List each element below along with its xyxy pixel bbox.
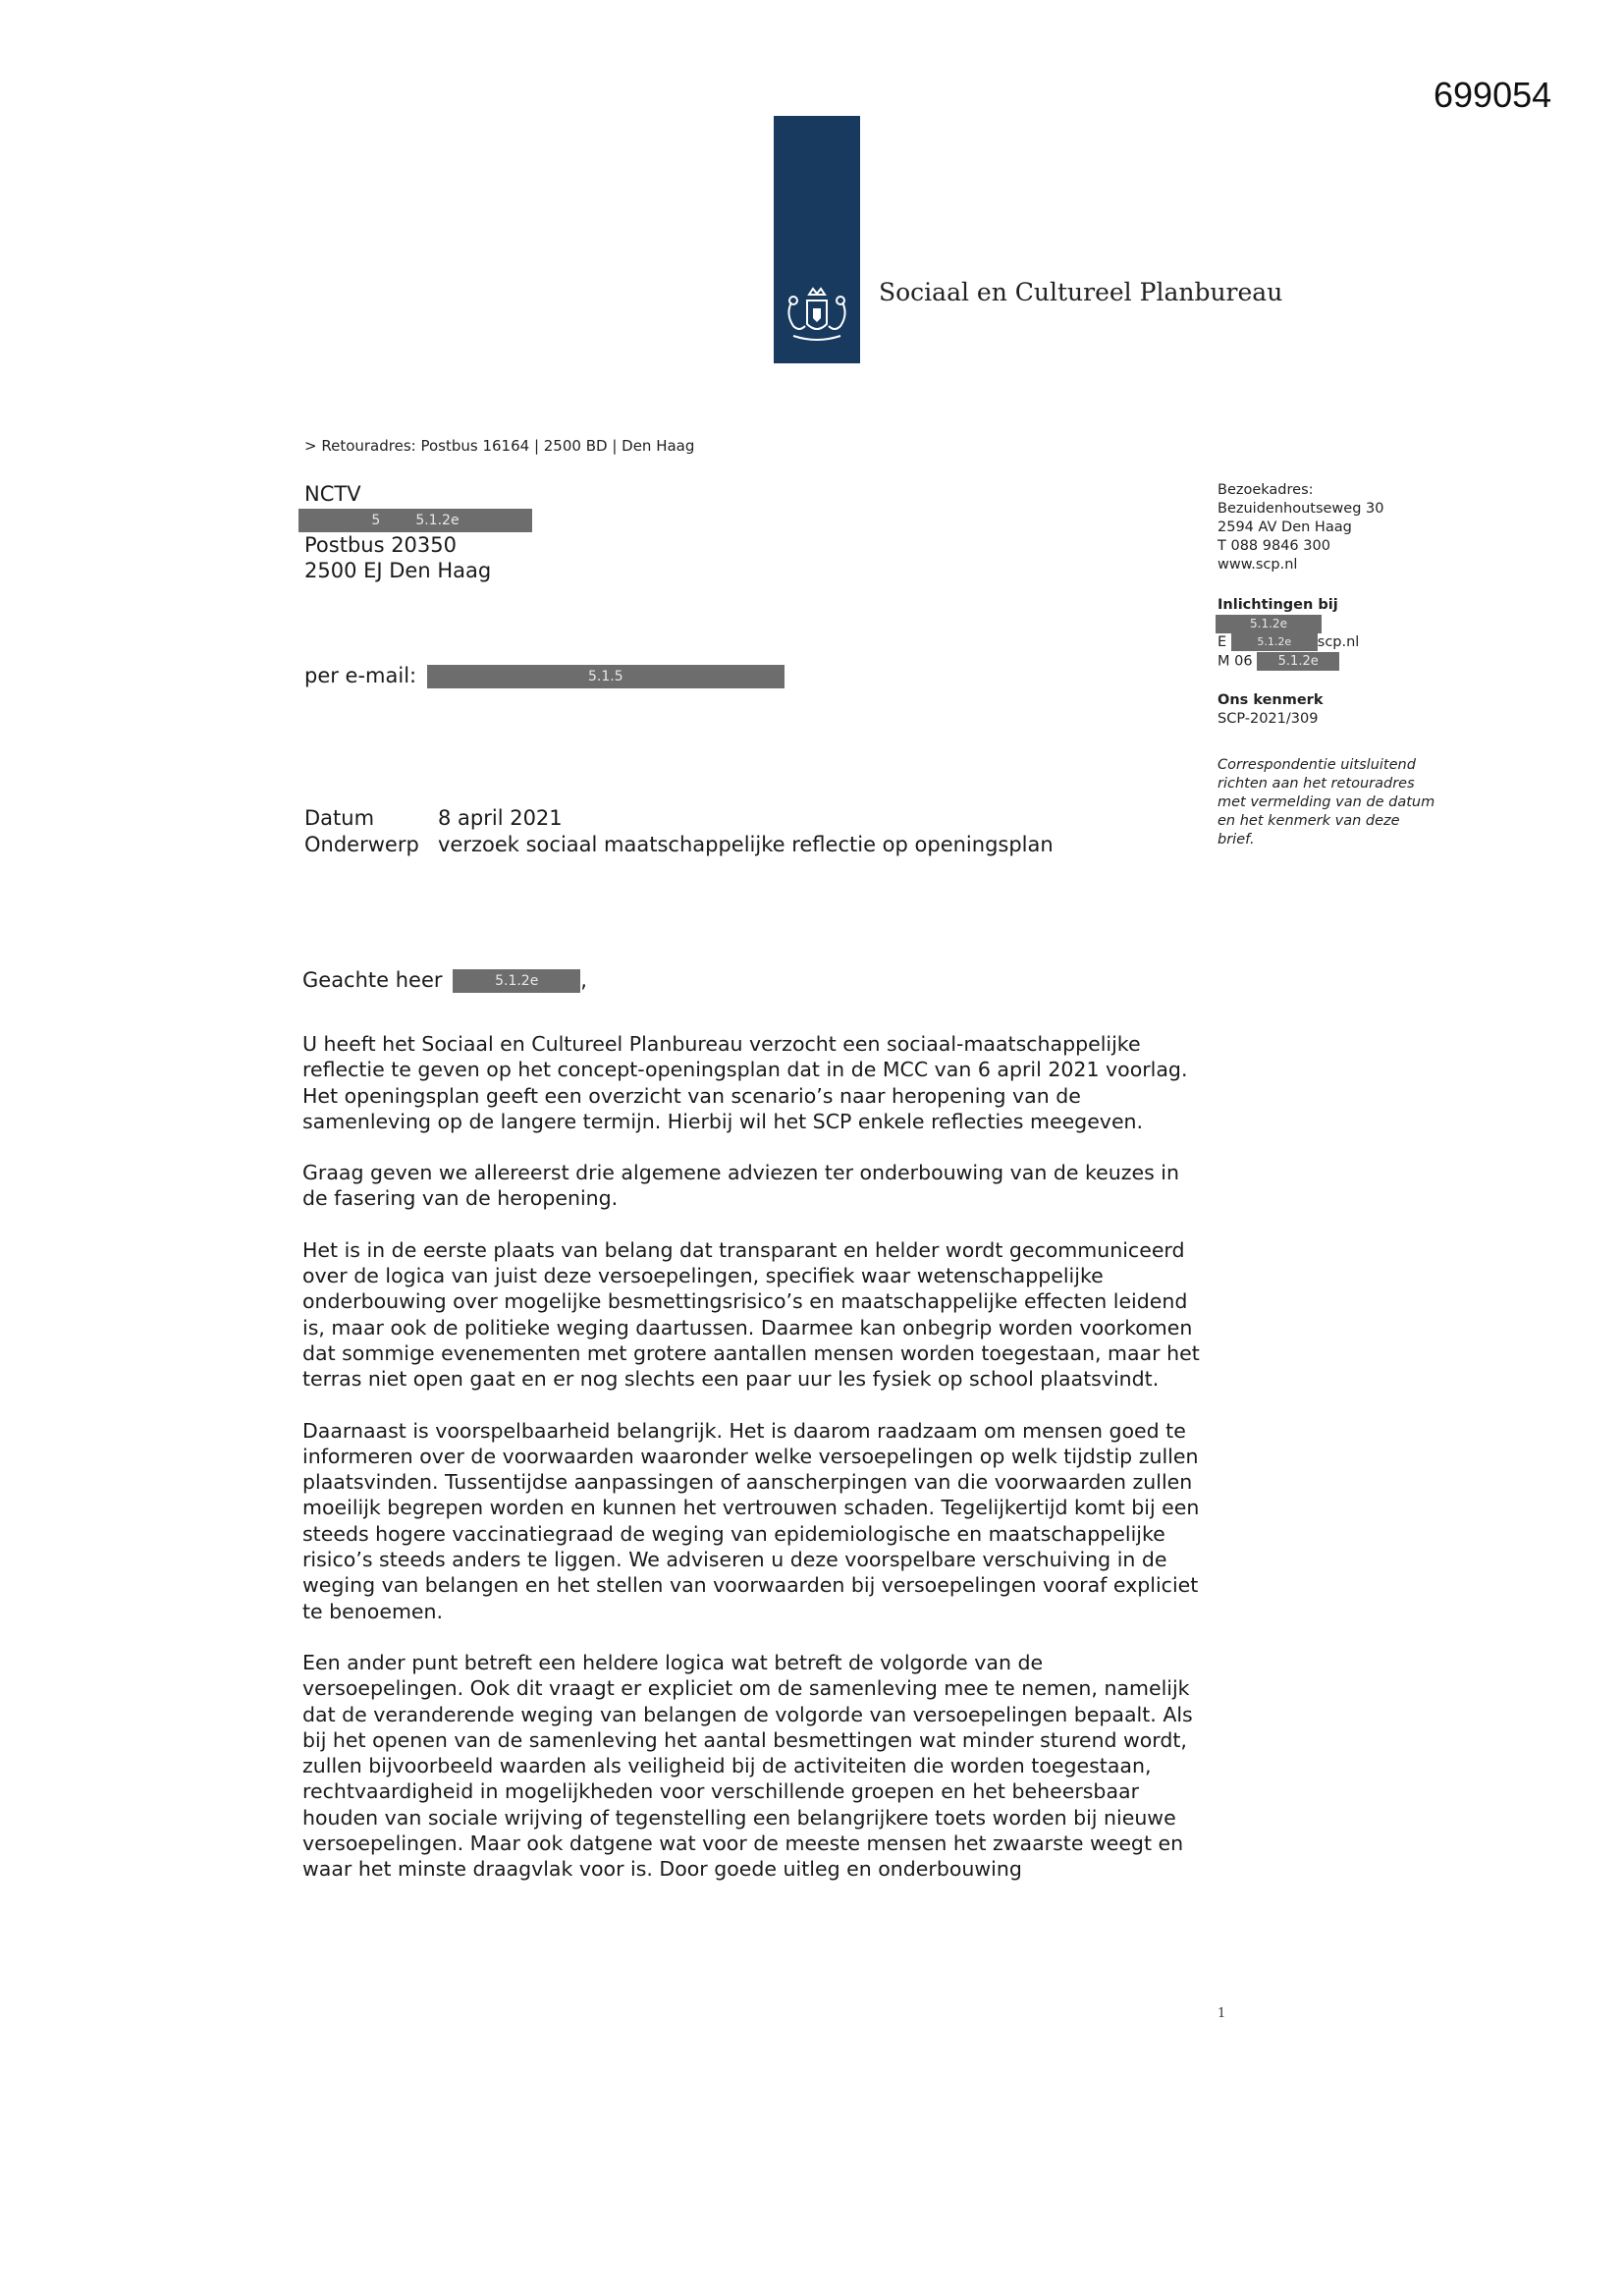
- body-paragraph: Graag geven we allereerst drie algemene adviezen ter onderbouwing van de keuzes in de fasering van de heropening.: [302, 1161, 1179, 1211]
- correspondence-note: Correspondentie uitsluitend richten aan het retouradres met vermelding van de datum en het kenmerk van deze brief.: [1218, 756, 1435, 847]
- redaction-box: 5.1.2e: [1257, 652, 1339, 671]
- info-label: Inlichtingen bij: [1218, 597, 1338, 613]
- redaction-prefix: 5: [371, 513, 381, 528]
- date-label: Datum: [304, 806, 375, 830]
- subject-row: [304, 832, 1054, 858]
- reference-value: SCP-2021/309: [1218, 710, 1319, 727]
- recipient-line: Postbus 20350: [304, 533, 457, 557]
- page-number: 1: [1218, 2006, 1226, 2021]
- salutation-suffix: ,: [580, 968, 587, 992]
- date-row: [304, 805, 1054, 832]
- recipient-line: 2500 EJ Den Haag: [304, 559, 492, 582]
- organization-name: Sociaal en Cultureel Planbureau: [879, 278, 1283, 306]
- sidebar: [1218, 481, 1453, 869]
- redaction-box: 5.1.2e: [1216, 615, 1322, 633]
- visit-street: Bezuidenhoutseweg 30: [1218, 501, 1384, 517]
- logo-bar: [774, 116, 860, 363]
- visit-city: 2594 AV Den Haag: [1218, 519, 1352, 535]
- body-paragraph: U heeft het Sociaal en Cultureel Planbureau verzocht een sociaal-maatschappelijke reflectie te geven op het concept-openingsplan dat in de MCC van 6 april 2021 voorlag. Het openingsplan geeft een overzicht van scenario’s naar heropening van de samenleving op de langere termijn. Hierbij wil het SCP enkele reflecties meegeven.: [302, 1032, 1188, 1133]
- subject-value: verzoek sociaal maatschappelijke reflectie op openingsplan: [438, 833, 1054, 856]
- info-email: E 5.1.2e scp.nl: [1218, 634, 1360, 650]
- reference-block: [1218, 691, 1453, 729]
- subject-label: Onderwerp: [304, 833, 419, 856]
- redaction-box: [298, 509, 532, 532]
- body-paragraph: Het is in de eerste plaats van belang dat transparant en helder wordt gecommuniceerd over de logica van juist deze versoepelingen, specifiek waar wetenschappelijke onderbouwing over mogelijke besmettingsrisico’s en maatschappelijke effecten leidend is, maar ook de politieke weging daartussen. Daarmee kan onbegrip worden voorkomen dat sommige evenementen met grotere aantallen mensen worden toegestaan, maar het terras niet open gaat en er nog slechts een paar uur les fysiek op school plaatsvindt.: [302, 1237, 1200, 1392]
- redaction-label: 5.1.2e: [415, 513, 460, 528]
- body-paragraph: Daarnaast is voorspelbaarheid belangrijk. Het is daarom raadzaam om mensen goed te informeren over de voorwaarden waaronder welke versoepelingen op welk tijdstip zullen plaatsvinden. Tussentijdse aanpassingen of aanscherpingen van die voorwaarden zullen moeilijk begrepen worden en kunnen het vertrouwen schaden. Tegelijkertijd komt bij een steeds hogere vaccinatiegraad de weging van epidemiologische en maatschappelijke risico’s steeds anders te liggen. We adviseren u deze voorspelbare verschuiving in de weging van belangen en het stellen van voorwaarden bij versoepelingen vooraf expliciet te benoemen.: [302, 1418, 1200, 1623]
- email-redaction: 5.1.5: [427, 665, 785, 688]
- coat-of-arms-icon: [780, 281, 854, 350]
- redaction-box: 5.1.2e: [1231, 633, 1318, 651]
- date-value: 8 april 2021: [438, 806, 563, 830]
- body-paragraph: Een ander punt betreft een heldere logica wat betreft de volgorde van de versoepelingen. Ook dit vraagt er expliciet om de samenleving mee te nemen, namelijk dat de veranderende weging van belangen de volgorde van versoepelingen bepaalt. Als bij het openen van de samenleving het aantal besmettingen wat minder sturend wordt, zullen bijvoorbeeld waarden als veiligheid bij de activiteiten die worden toegestaan, rechtvaardigheid in mogelijkheden voor verschillende groepen en het beheersbaar houden van sociale wrijving of tegenstelling een belangrijkere toets worden bij nieuwe versoepelingen. Maar ook datgene wat voor de meeste mensen het zwaarste weegt en waar het minste draagvlak voor is. Door goede uitleg en onderbouwing: [302, 1650, 1193, 1882]
- recipient-line-redacted: [298, 507, 532, 532]
- visit-web: www.scp.nl: [1218, 557, 1298, 573]
- visit-address-block: [1218, 481, 1453, 574]
- document-number: 699054: [1434, 75, 1552, 115]
- recipient-address: [304, 481, 538, 583]
- info-mobile: M 06 5.1.2e: [1218, 652, 1453, 672]
- letter-body: [302, 1031, 1206, 1908]
- email-line: [304, 664, 785, 688]
- return-address: > Retouradres: Postbus 16164 | 2500 BD | Den Haag: [304, 437, 695, 455]
- info-block: [1218, 596, 1453, 672]
- salutation-redaction: 5.1.2e: [453, 969, 580, 993]
- letter-meta: [304, 805, 1054, 858]
- email-label: per e-mail:: [304, 664, 417, 687]
- visit-label: Bezoekadres:: [1218, 482, 1314, 498]
- salutation-prefix: Geachte heer: [302, 968, 443, 992]
- recipient-line: NCTV: [304, 482, 361, 506]
- reference-label: Ons kenmerk: [1218, 691, 1324, 708]
- visit-phone: T 088 9846 300: [1218, 538, 1330, 554]
- salutation: [302, 968, 587, 993]
- info-name-redacted: [1218, 615, 1453, 633]
